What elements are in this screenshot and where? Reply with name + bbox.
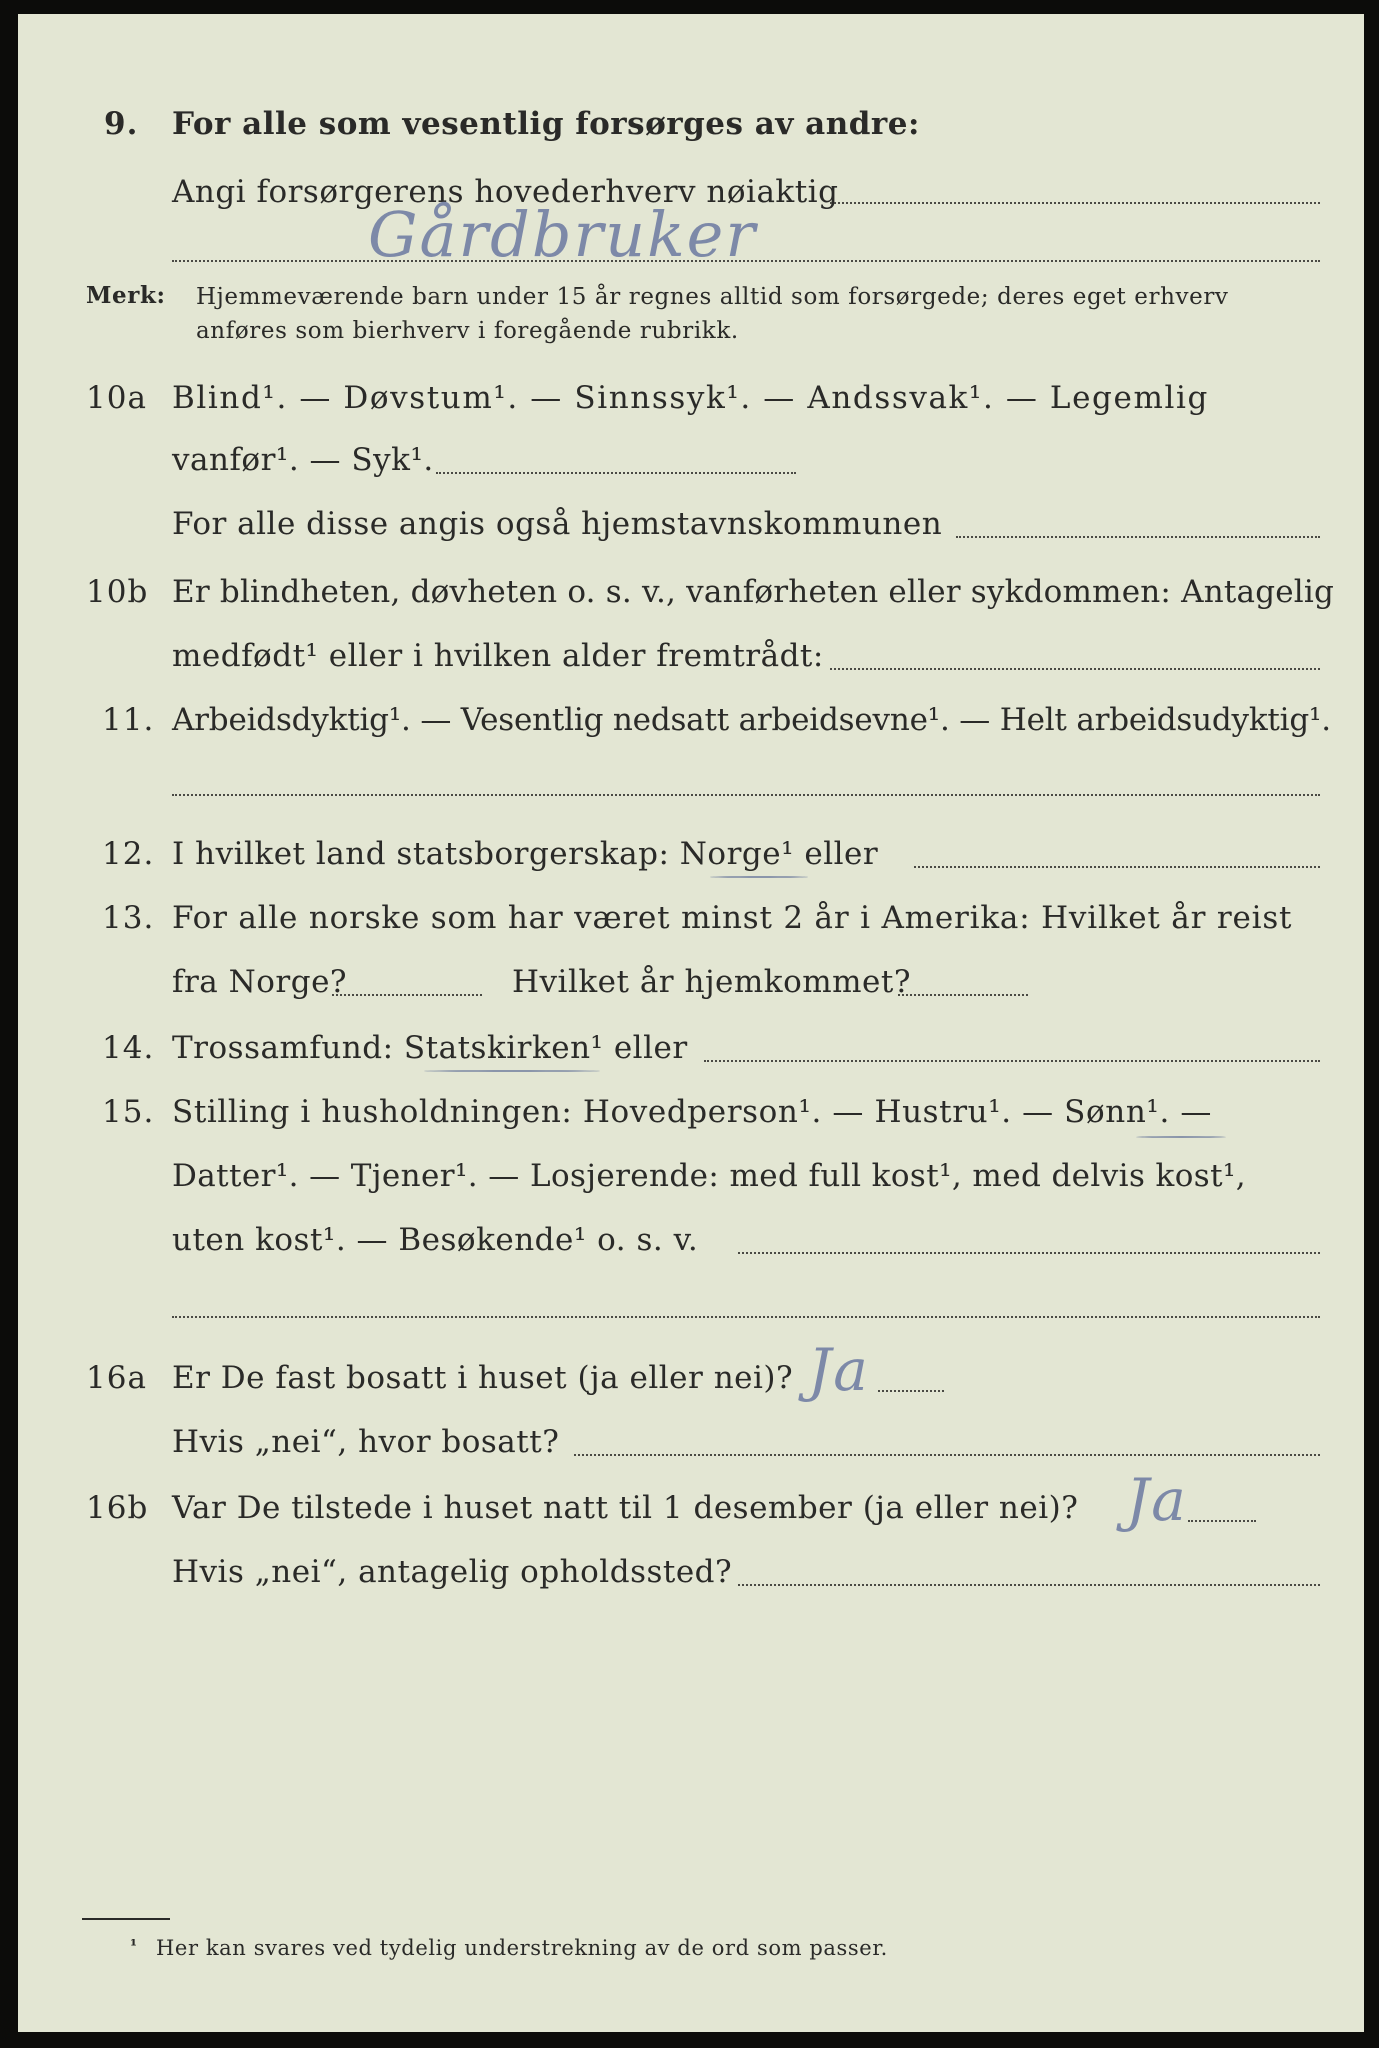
q15-line-2: Datter¹. — Tjener¹. — Losjerende: med full kost¹, med delvis kost¹, <box>172 1158 1247 1194</box>
q11-line-1: Arbeidsdyktig¹. — Vesentlig nedsatt arbeidsevne¹. — Helt arbeidsudyktig¹. <box>172 702 1331 738</box>
q9-answer-line[interactable] <box>830 202 1320 204</box>
q13-number: 13. <box>102 900 155 936</box>
q16a-answer-line[interactable] <box>878 1390 944 1392</box>
q12-number: 12. <box>102 836 155 872</box>
census-form-page <box>18 14 1364 2032</box>
q16a-line-2: Hvis „nei“, hvor bosatt? <box>172 1424 560 1460</box>
q16b-line-2: Hvis „nei“, antagelig opholdssted? <box>172 1554 733 1590</box>
q16a-residence-line[interactable] <box>574 1454 1320 1456</box>
q16a-line-1: Er De fast bosatt i huset (ja eller nei)? <box>172 1360 794 1396</box>
q12-line-1: I hvilket land statsborgerskap: Norge¹ eller <box>172 836 879 872</box>
q9-prompt: Angi forsørgerens hovederhverv nøiaktig <box>172 174 839 210</box>
q13-left-year-line[interactable] <box>332 994 482 996</box>
q10a-line-3: For alle disse angis også hjemstavnskommunen <box>172 506 943 542</box>
q16a-number: 16a <box>86 1360 147 1396</box>
q13-line-2b: Hvilket år hjemkommet? <box>512 964 911 1000</box>
q15-line-1: Stilling i husholdningen: Hovedperson¹. — Hustru¹. — Sønn¹. — <box>172 1094 1212 1130</box>
q12-country-line[interactable] <box>914 866 1320 868</box>
q10a-line-2: vanfør¹. — Syk¹. <box>172 442 434 478</box>
q15-answer-line-2[interactable] <box>172 1316 1320 1318</box>
q16b-handwritten-answer: Ja <box>1126 1466 1188 1534</box>
q14-line-1: Trossamfund: Statskirken¹ eller <box>172 1030 688 1066</box>
q10b-age-line[interactable] <box>830 668 1320 670</box>
q9-heading: For alle som vesentlig forsørges av andre: <box>172 106 920 142</box>
q9-answer-line-2[interactable] <box>172 260 1320 262</box>
q14-statskirken-underline <box>424 1070 600 1072</box>
q16b-number: 16b <box>86 1490 149 1526</box>
q9-number: 9. <box>104 106 139 142</box>
q16a-handwritten-answer: Ja <box>808 1336 870 1404</box>
q10b-line-2: medfødt¹ eller i hvilken alder fremtrådt: <box>172 638 824 674</box>
q15-position-line[interactable] <box>738 1252 1320 1254</box>
q11-number: 11. <box>102 702 155 738</box>
q10a-sick-line[interactable] <box>436 472 796 474</box>
q10a-municipality-line[interactable] <box>956 536 1320 538</box>
q10a-line-1: Blind¹. — Døvstum¹. — Sinnssyk¹. — Andssvak¹. — Legemlig <box>172 380 1209 416</box>
q16b-whereabouts-line[interactable] <box>738 1584 1320 1586</box>
merk-label: Merk: <box>86 282 166 309</box>
q10a-number: 10a <box>86 380 147 416</box>
q11-answer-line[interactable] <box>172 794 1320 796</box>
footnote-rule <box>82 1918 170 1920</box>
q13-return-year-line[interactable] <box>898 994 1028 996</box>
q16b-answer-line[interactable] <box>1188 1520 1256 1522</box>
q13-line-2a: fra Norge? <box>172 964 348 1000</box>
merk-line-1: Hjemmeværende barn under 15 år regnes alltid som forsørgede; deres eget erhverv <box>196 284 1229 310</box>
q10b-number: 10b <box>86 574 149 610</box>
q12-norge-underline <box>710 876 808 878</box>
q13-line-1: For alle norske som har været minst 2 år i Amerika: Hvilket år reist <box>172 900 1293 936</box>
q10b-line-1: Er blindheten, døvheten o. s. v., vanførheten eller sykdommen: Antagelig <box>172 574 1335 610</box>
merk-line-2: anføres som bierhverv i foregående rubrikk. <box>196 318 739 344</box>
q9-handwritten-answer: Gårdbruker <box>368 198 757 271</box>
q14-number: 14. <box>102 1030 155 1066</box>
q14-faith-line[interactable] <box>704 1060 1320 1062</box>
q16b-line-1: Var De tilstede i huset natt til 1 desember (ja eller nei)? <box>172 1490 1079 1526</box>
footnote-text: Her kan svares ved tydelig understrekning av de ord som passer. <box>156 1936 888 1960</box>
q15-sonn-underline <box>1136 1136 1226 1138</box>
footnote-mark: ¹ <box>130 1936 138 1955</box>
q15-number: 15. <box>102 1094 155 1130</box>
q15-line-3: uten kost¹. — Besøkende¹ o. s. v. <box>172 1222 699 1258</box>
